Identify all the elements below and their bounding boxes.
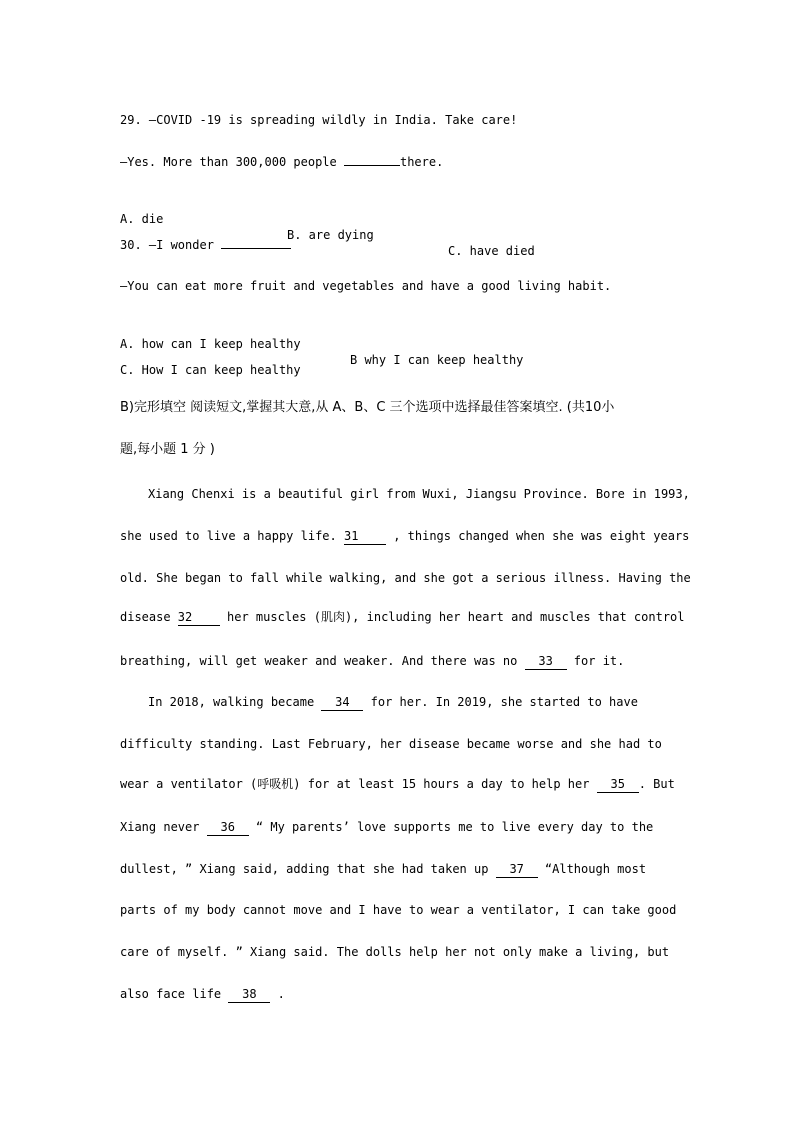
passage-p2-line5 <box>120 861 646 878</box>
blank-38: 38 <box>228 986 270 1003</box>
text-segment: breathing, will get weaker and weaker. And there was no <box>120 654 525 668</box>
passage-p1-line2 <box>120 528 690 545</box>
blank-35: 35 <box>597 776 639 793</box>
q30-option-a: A. how can I keep healthy <box>120 337 301 351</box>
text-segment: . <box>270 987 285 1001</box>
text-segment: , things changed when she was eight years <box>385 529 690 543</box>
text-segment: Xiang never <box>120 820 207 834</box>
q29-option-a: A. die <box>120 212 164 226</box>
text-segment: for it. <box>566 654 625 668</box>
blank-37: 37 <box>496 861 538 878</box>
q29-options <box>0 195 560 275</box>
passage-p2-line7: care of myself. ” Xiang said. The dolls help her not only make a living, but <box>120 945 670 959</box>
text-segment: her muscles (肌肉), including her heart and muscles that control <box>219 610 685 624</box>
passage-p2-line2: difficulty standing. Last February, her disease became worse and she had to <box>120 737 662 751</box>
blank-36: 36 <box>207 819 249 836</box>
text-segment: “ My parents’ love supports me to live every day to the <box>248 820 654 834</box>
text-segment: also face life <box>120 987 229 1001</box>
blank-31: 31 <box>344 528 386 545</box>
passage-p2-line8 <box>120 986 285 1003</box>
text-segment: . But <box>638 777 675 791</box>
q29-option-c: C. have died <box>448 244 535 258</box>
q30-option-c: C. How I can keep healthy <box>120 363 301 377</box>
q30-prompt-text: 30. —I wonder <box>120 238 222 252</box>
q30-prompt <box>120 237 291 253</box>
passage-p1-line3: old. She began to fall while walking, and she got a serious illness. Having the <box>120 571 691 585</box>
q29-prompt: 29. —COVID -19 is spreading wildly in India. Take care! <box>120 113 518 127</box>
q29-reply-before: —Yes. More than 300,000 people <box>120 155 344 169</box>
text-segment: dullest, ” Xiang said, adding that she had taken up <box>120 862 496 876</box>
text-segment: disease <box>120 610 178 624</box>
text-segment: In 2018, walking became <box>148 695 322 709</box>
passage-p2-line3 <box>120 776 675 793</box>
q30-answer-blank <box>221 248 291 249</box>
q29-option-b: B. are dying <box>287 228 374 242</box>
q30-option-b: B why I can keep healthy <box>350 353 524 367</box>
text-segment: she used to live a happy life. <box>120 529 344 543</box>
q29-answer-blank <box>344 165 400 166</box>
q30-reply: —You can eat more fruit and vegetables and have a good living habit. <box>120 279 612 293</box>
passage-p2-line4 <box>120 819 653 836</box>
section-b-instructions-line2: 题,每小题 1 分 ) <box>120 442 215 457</box>
text-segment: “Although most <box>537 862 647 876</box>
passage-p1-line4 <box>120 609 685 626</box>
text-segment: for her. In 2019, she started to have <box>363 695 638 709</box>
text-segment: wear a ventilator (呼吸机) for at least 15 hours a day to help her <box>120 777 597 791</box>
passage-p1-line5 <box>120 653 624 670</box>
q29-reply <box>120 154 443 170</box>
passage-p1-line1: Xiang Chenxi is a beautiful girl from Wuxi, Jiangsu Province. Bore in 1993, <box>148 487 690 501</box>
passage-p2-line6: parts of my body cannot move and I have to wear a ventilator, I can take good <box>120 903 677 917</box>
blank-32: 32 <box>178 609 220 626</box>
passage-p2-line1 <box>148 694 638 711</box>
blank-34: 34 <box>321 694 363 711</box>
section-b-instructions-line1: B)完形填空 阅读短文,掌握其大意,从 A、B、C 三个选项中选择最佳答案填空. (共10小 <box>120 400 615 415</box>
q29-reply-after: there. <box>399 155 444 169</box>
blank-33: 33 <box>525 653 567 670</box>
